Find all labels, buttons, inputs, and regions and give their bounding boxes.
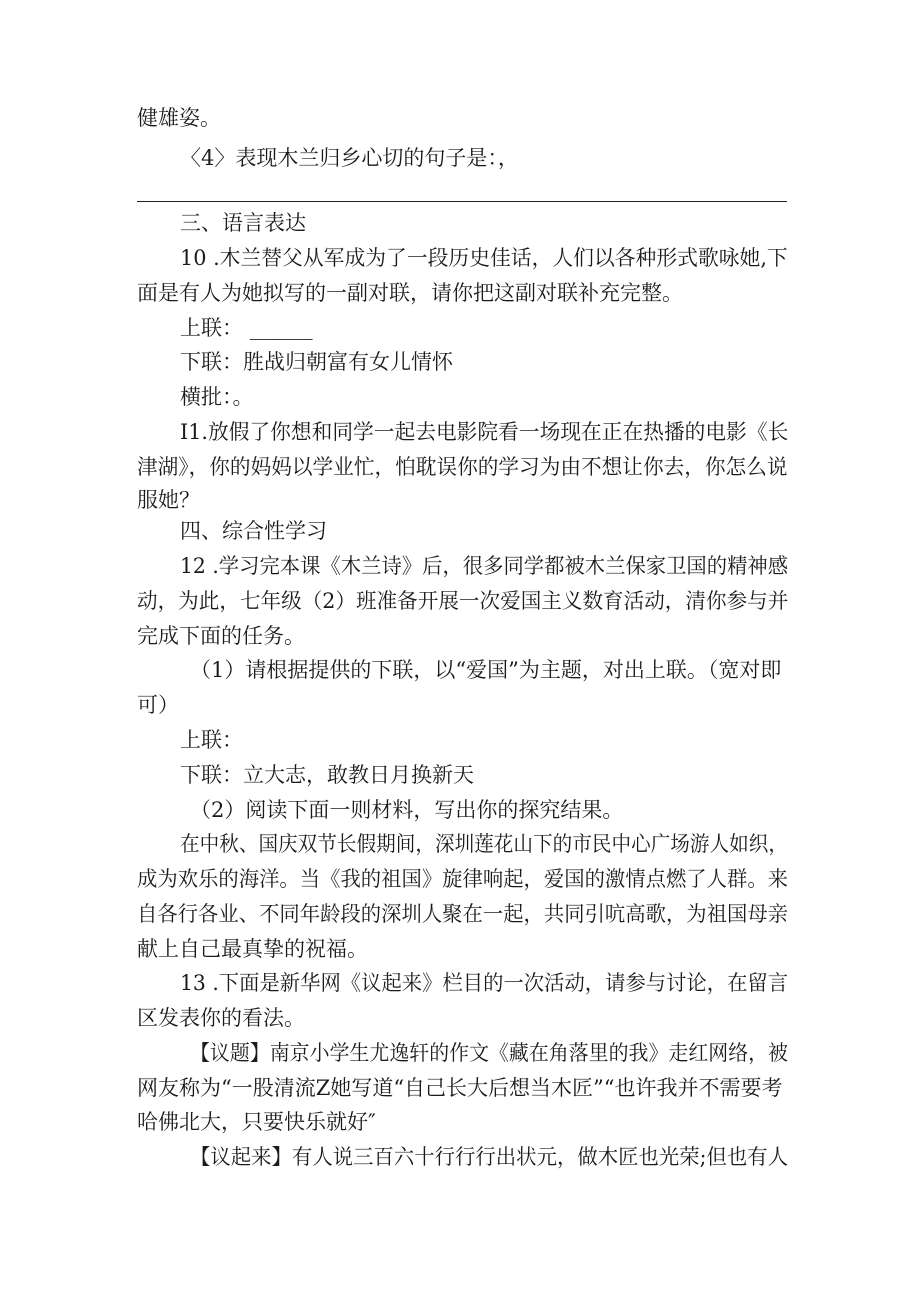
text-line: 津湖》，你的妈妈以学业忙，怕耽误你的学习为由不想让你去，你怎么说 bbox=[137, 455, 788, 479]
text-line: I1.放假了你想和同学一起去电影院看一场现在正在热播的电影《长 bbox=[180, 420, 789, 444]
text-line: 13 .下面是新华网《议起来》栏目的一次活动，请参与讨论，在留言 bbox=[180, 971, 789, 995]
text-line: 可） bbox=[137, 693, 179, 717]
text-line: 健雄姿。 bbox=[137, 106, 221, 130]
text-line: 成为欢乐的海洋。当《我的祖国》旋律响起，爱国的激情点燃了人群。来 bbox=[137, 867, 789, 891]
section-heading: 三、语言表达 bbox=[180, 211, 306, 235]
text-line: 12 .学习完本课《木兰诗》后，很多同学都被木兰保家卫国的精神感 bbox=[180, 554, 789, 578]
text-line: 10 .木兰替父从军成为了一段历史佳话，人们以各种形式歌咏她,下 bbox=[180, 246, 788, 270]
text-line: 上联： bbox=[180, 728, 243, 752]
text-line: （1）请根据提供的下联，以“爱国”为主题，对出上联。（宽对即 bbox=[190, 658, 782, 682]
text-line: 哈佛北大，只要快乐就好″ bbox=[137, 1110, 376, 1134]
text-line: 自各行各业、不同年龄段的深圳人聚在一起，共同引吭高歌，为祖国母亲 bbox=[137, 902, 789, 926]
text-line: 网友称为“一股清流Z她写道“自己长大后想当木匠”“也许我并不需要考 bbox=[137, 1076, 783, 1100]
text-line: 在中秋、国庆双节长假期间，深圳莲花山下的市民中心广场游人如织， bbox=[180, 832, 788, 856]
text-line: 区发表你的看法。 bbox=[137, 1006, 305, 1030]
text-line: 完成下面的任务。 bbox=[137, 624, 305, 648]
text-line: 下联：胜战归朝富有女儿情怀 bbox=[180, 350, 453, 374]
text-line: 献上自己最真挚的祝福。 bbox=[137, 937, 368, 961]
answer-underline bbox=[137, 201, 787, 202]
text-line: 服她？ bbox=[137, 488, 200, 512]
text-line: 【议起来】有人说三百六十行行行出状元，做木匠也光荣;但也有人 bbox=[190, 1145, 789, 1169]
text-line: 动，为此，七年级（2）班准备开展一次爱国主义数育活动，清你参与并 bbox=[137, 589, 789, 613]
text-line: 面是有人为她拟写的一副对联，请你把这副对联补充完整。 bbox=[137, 281, 683, 305]
text-line: 〈4〉表现木兰归乡心切的句子是：， bbox=[180, 146, 519, 170]
section-heading: 四、综合性学习 bbox=[180, 519, 327, 543]
text-line: （2）阅读下面一则材料，写出你的探究结果。 bbox=[190, 798, 624, 822]
text-line: 横批：。 bbox=[180, 385, 254, 409]
text-line: 下联：立大志，敢教日月换新天 bbox=[180, 763, 474, 787]
text-line: 【议题】南京小学生尤逸轩的作文《藏在角落里的我》走红网络，被 bbox=[190, 1041, 788, 1065]
text-line: 上联： ______ bbox=[180, 316, 313, 340]
